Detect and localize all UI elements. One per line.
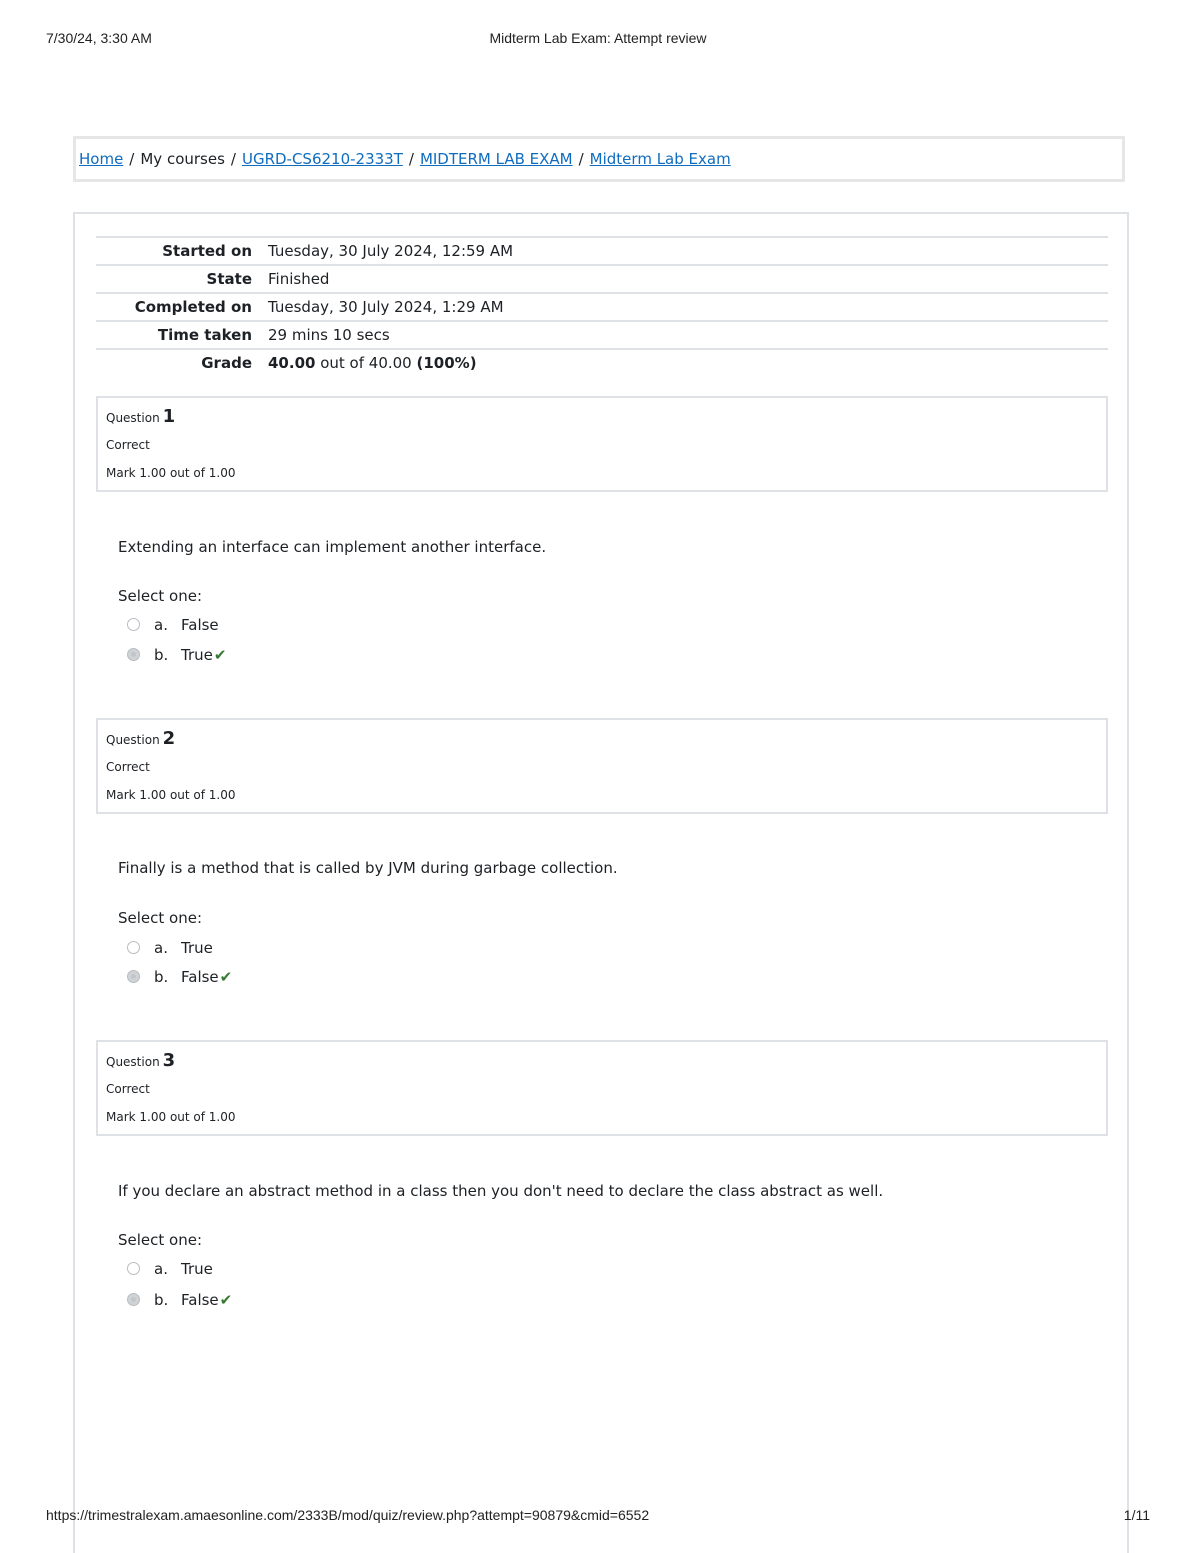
option-label: False	[181, 1291, 219, 1309]
question-number-value: 2	[162, 728, 176, 749]
question-grade: Mark 1.00 out of 1.00	[106, 1110, 236, 1124]
option-letter: a.	[154, 616, 168, 634]
summary-label: Started on	[162, 242, 252, 260]
option-text	[181, 614, 219, 636]
grade-out-of: out of 40.00	[315, 354, 417, 372]
option-label: True	[181, 939, 213, 957]
breadcrumb-my-courses: My courses	[140, 150, 225, 168]
print-page-number: 1/11	[1123, 1507, 1150, 1523]
option-letter: a.	[154, 1260, 168, 1278]
select-one-prompt: Select one:	[118, 1231, 203, 1249]
question-number-value: 1	[162, 406, 176, 427]
breadcrumb-course-link[interactable]: UGRD-CS6210-2333T	[241, 150, 403, 168]
option-letter: a.	[154, 939, 168, 957]
question-number-value: 3	[162, 1050, 176, 1071]
select-one-prompt: Select one:	[118, 587, 203, 605]
attempt-summary-table	[96, 236, 1108, 376]
summary-row-grade	[96, 348, 1108, 376]
option-label: True	[181, 646, 213, 664]
breadcrumb-home-link[interactable]: Home	[79, 150, 124, 168]
checkmark-icon: ✔	[213, 646, 227, 664]
option-text	[181, 1289, 232, 1311]
print-header	[46, 30, 1150, 50]
question-state: Correct	[106, 1082, 150, 1096]
radio-button[interactable]	[127, 941, 140, 954]
option-text	[181, 966, 232, 988]
breadcrumb-separator: /	[129, 150, 135, 168]
summary-row-started-on	[96, 236, 1108, 264]
question-number	[106, 406, 175, 427]
radio-button-selected[interactable]	[127, 1293, 140, 1306]
question-label: Question	[106, 733, 160, 747]
question-label: Question	[106, 1055, 160, 1069]
print-url: https://trimestralexam.amaesonline.com/2333B/mod/quiz/review.php?attempt=90879&cmid=6552	[46, 1507, 650, 1523]
summary-row-completed-on	[96, 292, 1108, 320]
question-number	[106, 728, 175, 749]
question-grade: Mark 1.00 out of 1.00	[106, 466, 236, 480]
grade-percent: (100%)	[416, 354, 477, 372]
summary-value: Tuesday, 30 July 2024, 1:29 AM	[268, 298, 504, 316]
checkmark-icon: ✔	[219, 968, 233, 986]
breadcrumb-separator: /	[578, 150, 584, 168]
summary-value: Tuesday, 30 July 2024, 12:59 AM	[268, 242, 514, 260]
option-letter: b.	[154, 968, 169, 986]
grade-value	[268, 350, 477, 376]
question-grade: Mark 1.00 out of 1.00	[106, 788, 236, 802]
quiz-review-region	[73, 212, 1129, 1553]
question-info-1	[96, 396, 1108, 492]
question-label: Question	[106, 411, 160, 425]
option-label: False	[181, 616, 219, 634]
summary-row-time-taken	[96, 320, 1108, 348]
checkmark-icon: ✔	[219, 1291, 233, 1309]
question-text: If you declare an abstract method in a class then you don't need to declare the class abstract as well.	[118, 1182, 884, 1200]
summary-value: 29 mins 10 secs	[268, 326, 390, 344]
summary-label: Grade	[201, 354, 252, 372]
summary-label: Time taken	[157, 326, 252, 344]
print-date: 7/30/24, 3:30 AM	[46, 30, 152, 46]
option-text	[181, 937, 213, 959]
option-text	[181, 644, 226, 666]
radio-button[interactable]	[127, 1262, 140, 1275]
question-info-2	[96, 718, 1108, 814]
option-label: True	[181, 1260, 213, 1278]
question-info-3	[96, 1040, 1108, 1136]
summary-label: State	[206, 270, 252, 288]
option-label: False	[181, 968, 219, 986]
breadcrumb	[73, 136, 1125, 182]
print-footer	[46, 1507, 1150, 1527]
option-letter: b.	[154, 646, 169, 664]
question-state: Correct	[106, 438, 150, 452]
breadcrumb-section-link[interactable]: MIDTERM LAB EXAM	[419, 150, 573, 168]
breadcrumb-separator: /	[408, 150, 414, 168]
print-title: Midterm Lab Exam: Attempt review	[489, 30, 707, 46]
option-text	[181, 1258, 213, 1280]
select-one-prompt: Select one:	[118, 909, 203, 927]
question-number	[106, 1050, 175, 1071]
breadcrumb-quiz-link[interactable]: Midterm Lab Exam	[589, 150, 731, 168]
summary-value: Finished	[268, 270, 330, 288]
radio-button-selected[interactable]	[127, 970, 140, 983]
question-text: Finally is a method that is called by JVM during garbage collection.	[118, 859, 618, 877]
radio-button-selected[interactable]	[127, 648, 140, 661]
summary-label: Completed on	[134, 298, 252, 316]
breadcrumb-separator: /	[230, 150, 236, 168]
question-state: Correct	[106, 760, 150, 774]
question-text: Extending an interface can implement another interface.	[118, 538, 547, 556]
summary-row-state	[96, 264, 1108, 292]
radio-button[interactable]	[127, 618, 140, 631]
grade-score: 40.00	[268, 354, 316, 372]
option-letter: b.	[154, 1291, 169, 1309]
